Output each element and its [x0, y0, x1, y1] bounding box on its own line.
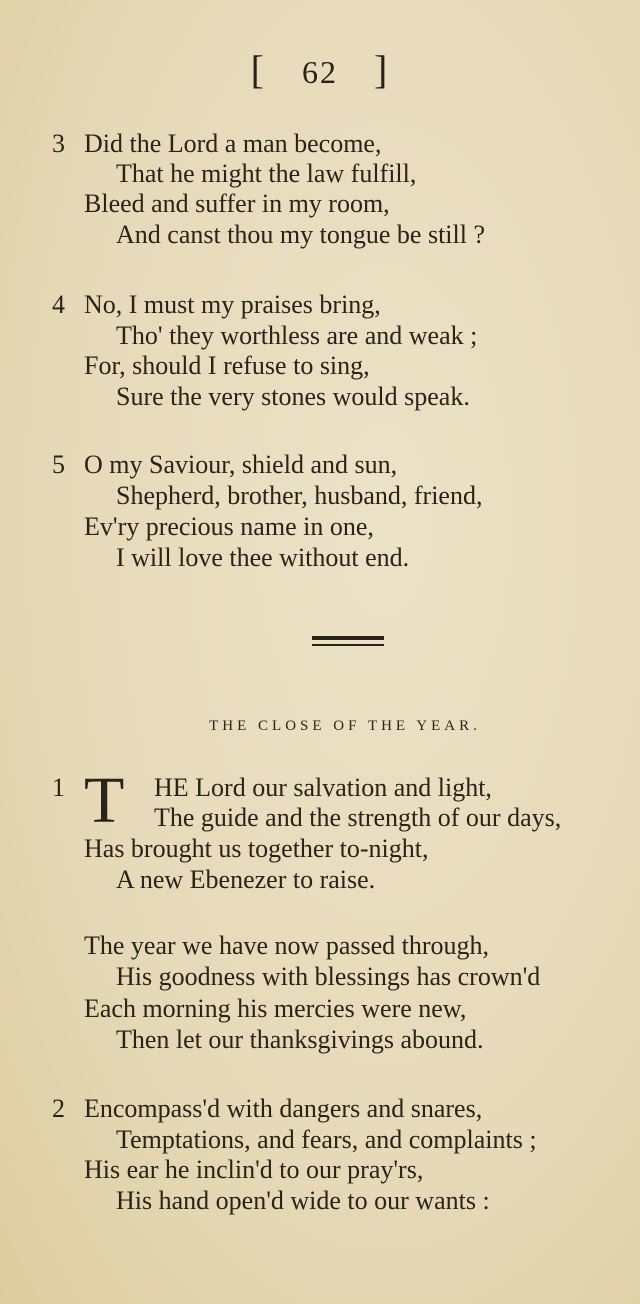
- section-divider: [312, 636, 384, 646]
- verse-line: That he might the law fulfill,: [116, 159, 417, 188]
- stanza-number: 1: [52, 773, 65, 802]
- verse-line: I will love thee without end.: [116, 543, 410, 572]
- hymn-title: THE CLOSE OF THE YEAR.: [209, 718, 481, 734]
- page-number: [0, 46, 640, 93]
- stanza-number: 2: [52, 1094, 65, 1123]
- verse-line: Temptations, and fears, and complaints ;: [116, 1125, 537, 1154]
- verse-line: Ev'ry precious name in one,: [84, 512, 374, 541]
- verse-line: A new Ebenezer to raise.: [116, 865, 376, 894]
- verse-line: Sure the very stones would speak.: [116, 382, 470, 411]
- page-number-value: 62: [302, 54, 338, 90]
- stanza-number: 4: [52, 290, 65, 319]
- verse-line: Each morning his mercies were new,: [84, 994, 467, 1023]
- stanza-number: 5: [52, 450, 65, 479]
- verse-line: Tho' they worthless are and weak ;: [116, 321, 478, 350]
- verse-line: No, I must my praises bring,: [84, 290, 381, 319]
- divider-rule-thin: [312, 644, 384, 646]
- verse-line: His goodness with blessings has crown'd: [116, 962, 541, 991]
- verse-line: HE Lord our salvation and light,: [154, 773, 492, 802]
- verse-line: The year we have now passed through,: [84, 931, 490, 960]
- verse-line: Did the Lord a man become,: [84, 129, 382, 158]
- verse-line: His ear he inclin'd to our pray'rs,: [84, 1155, 424, 1184]
- page-number-close-bracket: ]: [374, 47, 390, 92]
- stanza-number: 3: [52, 129, 65, 158]
- divider-rule-thick: [312, 636, 384, 640]
- verse-line: O my Saviour, shield and sun,: [84, 450, 398, 479]
- verse-line: Then let our thanksgivings abound.: [116, 1025, 484, 1054]
- verse-line: Encompass'd with dangers and snares,: [84, 1094, 483, 1123]
- drop-cap: T: [84, 764, 125, 837]
- verse-line: And canst thou my tongue be still ?: [116, 220, 486, 249]
- verse-line: Shepherd, brother, husband, friend,: [116, 481, 483, 510]
- page-number-open-bracket: [: [250, 47, 266, 92]
- verse-line: His hand open'd wide to our wants :: [116, 1186, 490, 1215]
- verse-line: The guide and the strength of our days,: [154, 803, 562, 832]
- verse-line: Has brought us together to-night,: [84, 834, 429, 863]
- verse-line: Bleed and suffer in my room,: [84, 189, 390, 218]
- verse-line: For, should I refuse to sing,: [84, 351, 370, 380]
